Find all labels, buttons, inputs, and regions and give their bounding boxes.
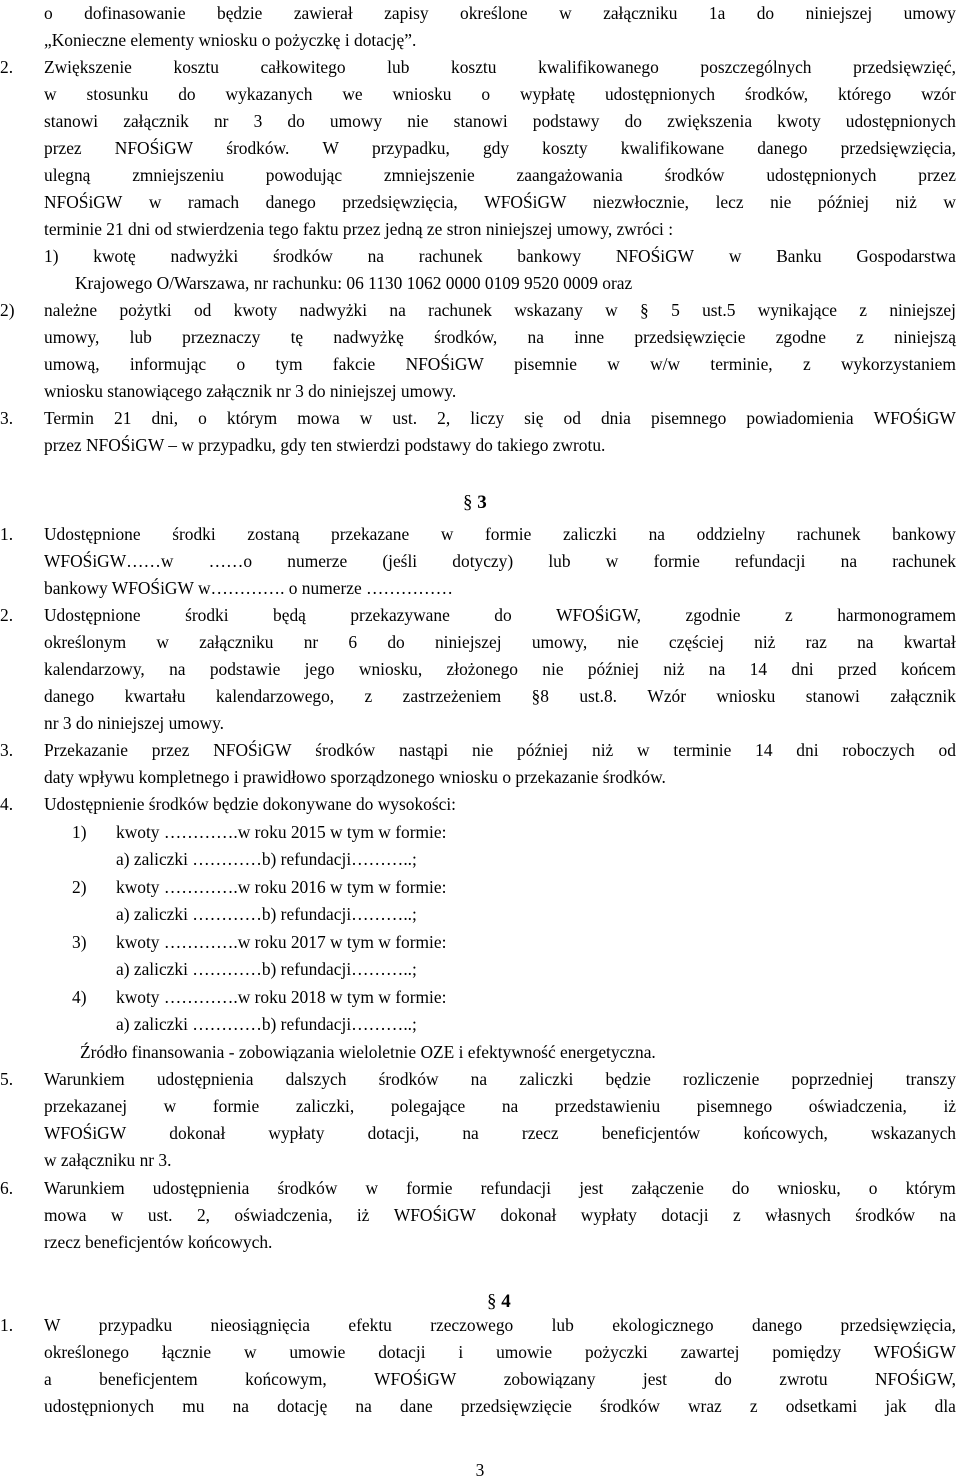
text-line: należne pożytki od kwoty nadwyżki na rachunek wskazany w § 5 ust.5 wynikające z niniejszej: [44, 300, 956, 320]
list-number: 3.: [0, 740, 14, 760]
text-line: kalendarzowy, na podstawie jego wniosku, złożonego nie później niż na 14 dni przed końcem: [44, 659, 956, 679]
text-line: a beneficjentem końcowym, WFOŚiGW zobowiązany jest do zwrotu NFOŚiGW,: [44, 1369, 956, 1389]
text-line: przez NFOŚiGW – w przypadku, gdy ten stwierdzi podstawy do takiego zwrotu.: [44, 435, 606, 455]
text-line: bankowy WFOŚiGW w…………. o numerze ……………: [44, 578, 453, 598]
text-line: a) zaliczki …………b) refundacji………..;: [116, 849, 417, 869]
list-number: 3.: [0, 408, 14, 428]
text-line: stanowi załącznik nr 3 do umowy nie stanowi podstawy do zwiększenia kwoty udostępnionych: [44, 111, 956, 131]
text-line: o dofinasowanie będzie zawierał zapisy określone w załączniku 1a do niniejszej umowy: [44, 3, 956, 23]
text-line: kwoty ………….w roku 2018 w tym w formie:: [116, 987, 447, 1007]
text-line: określonym w załączniku nr 6 do niniejszej umowy, nie częściej niż raz na kwartał: [44, 632, 956, 652]
section-heading: [463, 490, 487, 516]
text-line: Termin 21 dni, o którym mowa w ust. 2, liczy się od dnia pisemnego powiadomienia WFOŚiGW: [44, 408, 956, 428]
page-number: 3: [475, 1460, 485, 1480]
text-line: w załączniku nr 3.: [44, 1150, 172, 1170]
text-line: kwoty ………….w roku 2016 w tym w formie:: [116, 877, 447, 897]
text-line: przez NFOŚiGW środków. W przypadku, gdy koszty kwalifikowane danego przedsięwzięcia,: [44, 138, 956, 158]
text-line: a) zaliczki …………b) refundacji………..;: [116, 959, 417, 979]
text-line: wniosku stanowiącego załącznik nr 3 do niniejszej umowy.: [44, 381, 457, 401]
text-line: rzecz beneficjentów końcowych.: [44, 1232, 273, 1252]
text-line: kwoty ………….w roku 2017 w tym w formie:: [116, 932, 447, 952]
text-line: „Konieczne elementy wniosku o pożyczkę i dotację”.: [44, 30, 417, 50]
text-line: terminie 21 dni od stwierdzenia tego faktu przez jedną ze stron niniejszej umowy, zwróci :: [44, 219, 674, 239]
text-line: Zwiększenie kosztu całkowitego lub kosztu kwalifikowanego poszczególnych przedsięwzięć,: [44, 57, 956, 77]
section-heading: [487, 1289, 511, 1315]
list-number: 6.: [0, 1178, 14, 1198]
text-line: ulegną zmniejszeniu powodując zmniejszenie zaangażowania środków udostępnionych przez: [44, 165, 956, 185]
section-number: 3: [477, 492, 487, 513]
section-number: 4: [501, 1291, 511, 1312]
text-line: danego kwartału kalendarzowego, z zastrzeżeniem §8 ust.8. Wzór wniosku stanowi załącznik: [44, 686, 956, 706]
list-number: 2): [0, 300, 15, 320]
list-number: 1.: [0, 524, 14, 544]
text-line: udostępnionych mu na dotację na dane przedsięwzięcie środków wraz z odsetkami jak dla: [44, 1396, 956, 1416]
text-line: WFOŚiGW dokonał wypłaty dotacji, na rzecz beneficjentów końcowych, wskazanych: [44, 1123, 956, 1143]
section-symbol: §: [487, 1291, 497, 1312]
text-line: Przekazanie przez NFOŚiGW środków nastąpi nie później niż w terminie 14 dni roboczych od: [44, 740, 956, 760]
text-line: W przypadku nieosiągnięcia efektu rzeczowego lub ekologicznego danego przedsięwzięcia,: [44, 1315, 956, 1335]
text-line: Udostępnienie środków będzie dokonywane do wysokości:: [44, 794, 456, 814]
text-line: Warunkiem udostępnienia dalszych środków na zaliczki będzie rozliczenie poprzedniej transzy: [44, 1069, 956, 1089]
text-line: umowy, lub przeznaczy tę nadwyżkę środków, na inne przedsięwzięcie zgodne z niniejszą: [44, 327, 956, 347]
text-line: nr 3 do niniejszej umowy.: [44, 713, 224, 733]
list-number: 1.: [0, 1315, 14, 1335]
list-number: 5.: [0, 1069, 14, 1089]
list-number: 2.: [0, 57, 14, 77]
text-line: 1) kwotę nadwyżki środków na rachunek bankowy NFOŚiGW w Banku Gospodarstwa: [44, 246, 956, 266]
list-number: 4): [72, 987, 87, 1007]
list-number: 2): [72, 877, 87, 897]
text-line: WFOŚiGW……w ……o numerze (jeśli dotyczy) lub w formie refundacji na rachunek: [44, 551, 956, 571]
text-line: w stosunku do wykazanych we wniosku o wypłatę udostępnionych środków, którego wzór: [44, 84, 956, 104]
text-line: NFOŚiGW w ramach danego przedsięwzięcia, WFOŚiGW niezwłocznie, lecz nie później niż w: [44, 192, 956, 212]
list-number: 4.: [0, 794, 14, 814]
text-line: Źródło finansowania - zobowiązania wieloletnie OZE i efektywność energetyczna.: [80, 1042, 656, 1062]
section-symbol: §: [463, 492, 473, 513]
text-line: określonego łącznie w umowie dotacji i umowie pożyczki zawartej pomiędzy WFOŚiGW: [44, 1342, 956, 1362]
text-line: Warunkiem udostępnienia środków w formie refundacji jest załączenie do wniosku, o którym: [44, 1178, 956, 1198]
list-number: 1): [72, 822, 87, 842]
text-line: daty wpływu kompletnego i prawidłowo sporządzonego wniosku o przekazanie środków.: [44, 767, 666, 787]
text-line: Krajowego O/Warszawa, nr rachunku: 06 1130 1062 0000 0109 9520 0009 oraz: [75, 273, 633, 293]
text-line: kwoty ………….w roku 2015 w tym w formie:: [116, 822, 447, 842]
text-line: Udostępnione środki będą przekazywane do WFOŚiGW, zgodnie z harmonogramem: [44, 605, 956, 625]
list-number: 2.: [0, 605, 14, 625]
text-line: umową, informując o tym fakcie NFOŚiGW pisemnie w w/w terminie, z wykorzystaniem: [44, 354, 956, 374]
text-line: a) zaliczki …………b) refundacji………..;: [116, 904, 417, 924]
text-line: Udostępnione środki zostaną przekazane w formie zaliczki na oddzielny rachunek bankowy: [44, 524, 956, 544]
list-number: 3): [72, 932, 87, 952]
text-line: mowa w ust. 2, oświadczenia, iż WFOŚiGW dokonał wypłaty dotacji z własnych środków na: [44, 1205, 956, 1225]
text-line: przekazanej w formie zaliczki, polegające na przedstawieniu pisemnego oświadczenia, iż: [44, 1096, 956, 1116]
text-line: a) zaliczki …………b) refundacji………..;: [116, 1014, 417, 1034]
